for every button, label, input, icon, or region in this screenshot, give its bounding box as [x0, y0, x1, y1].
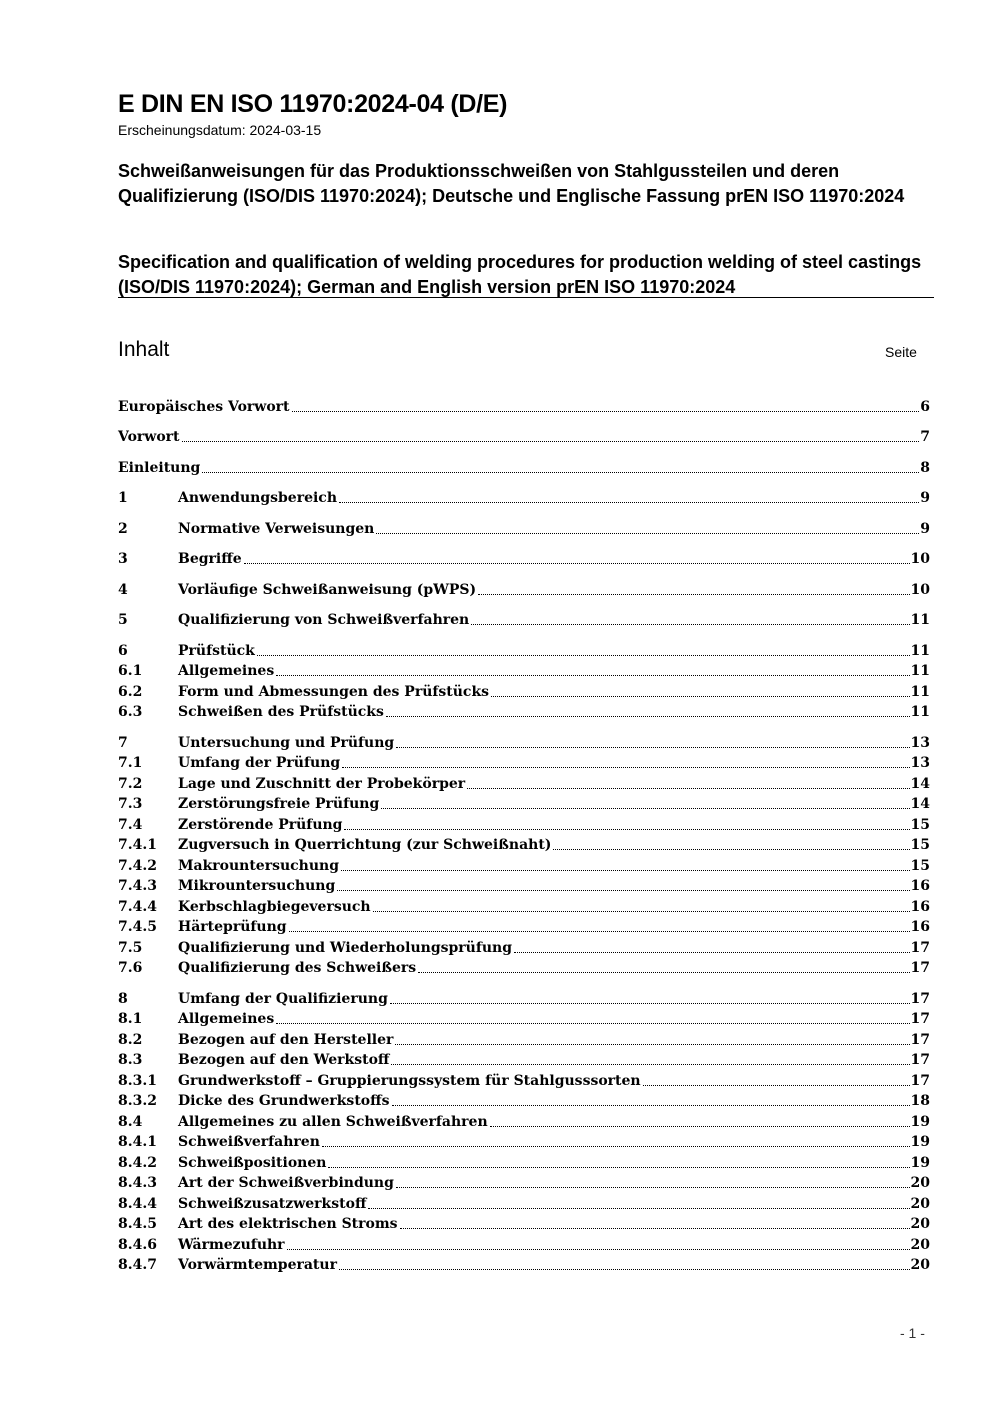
toc-entry-number: 3: [118, 551, 128, 567]
toc-dot-leader: [396, 1187, 910, 1188]
toc-entry-page: 20: [910, 1257, 930, 1273]
toc-entry[interactable]: [118, 812, 930, 834]
toc-entry[interactable]: [118, 750, 930, 772]
toc-entry-title: Einleitung: [118, 460, 201, 476]
toc-entry-page: 16: [910, 878, 930, 894]
toc-dot-leader: [257, 655, 910, 656]
page-number: - 1 -: [900, 1325, 925, 1341]
toc-entry-page: 20: [910, 1237, 930, 1253]
toc-dot-leader: [276, 675, 909, 676]
toc-entry-title: Zerstörungsfreie Prüfung: [178, 796, 380, 812]
toc-entry[interactable]: [118, 607, 930, 629]
toc-entry[interactable]: [118, 1109, 930, 1131]
toc-entry-number: 8.3: [118, 1052, 143, 1068]
toc-entry-title: Bezogen auf den Werkstoff: [178, 1052, 390, 1068]
toc-entry[interactable]: [118, 1211, 930, 1233]
toc-dot-leader: [292, 411, 920, 412]
toc-entry-page: 19: [910, 1114, 930, 1130]
toc-entry[interactable]: [118, 1170, 930, 1192]
toc-entry-page: 17: [910, 1073, 930, 1089]
toc-dot-leader: [376, 533, 919, 534]
toc-entry-page: 17: [910, 991, 930, 1007]
toc-entry[interactable]: [118, 1191, 930, 1213]
toc-entry-title: Kerbschlagbiegeversuch: [178, 899, 371, 915]
toc-entry[interactable]: [118, 832, 930, 854]
toc-entry-page: 9: [920, 490, 930, 506]
toc-entry-number: 7.4.2: [118, 858, 157, 874]
toc-entry-number: 7.4.3: [118, 878, 157, 894]
toc-dot-leader: [467, 788, 909, 789]
toc-entry[interactable]: [118, 394, 930, 416]
toc-entry-number: 8.4.1: [118, 1134, 157, 1150]
toc-entry[interactable]: [118, 1232, 930, 1254]
toc-entry-page: 10: [910, 551, 930, 567]
toc-entry-page: 16: [910, 899, 930, 915]
toc-dot-leader: [339, 502, 919, 503]
toc-entry-page: 14: [910, 776, 930, 792]
toc-entry-title: Anwendungsbereich: [178, 490, 337, 506]
toc-entry-number: 8.4.3: [118, 1175, 157, 1191]
toc-entry[interactable]: [118, 873, 930, 895]
toc-entry[interactable]: [118, 638, 930, 660]
toc-entry[interactable]: [118, 1006, 930, 1028]
toc-entry[interactable]: [118, 935, 930, 957]
toc-entry-title: Europäisches Vorwort: [118, 399, 290, 415]
title-underline-divider: [118, 297, 934, 298]
toc-dot-leader: [491, 696, 909, 697]
toc-entry-number: 8.4.2: [118, 1155, 157, 1171]
toc-entry-number: 8.4.5: [118, 1216, 157, 1232]
toc-entry[interactable]: [118, 1047, 930, 1069]
toc-entry-number: 8.4: [118, 1114, 143, 1130]
toc-dot-leader: [400, 1228, 910, 1229]
toc-entry-number: 7.4.4: [118, 899, 157, 915]
toc-entry-page: 19: [910, 1155, 930, 1171]
toc-entry-number: 7.3: [118, 796, 143, 812]
toc-entry-number: 8.3.2: [118, 1093, 157, 1109]
toc-entry-title: Härteprüfung: [178, 919, 287, 935]
toc-entry-page: 19: [910, 1134, 930, 1150]
toc-entry-number: 7.4: [118, 817, 143, 833]
toc-entry[interactable]: [118, 1027, 930, 1049]
toc-entry[interactable]: [118, 791, 930, 813]
toc-entry-page: 11: [910, 684, 930, 700]
toc-entry-page: 8: [920, 460, 930, 476]
toc-entry-number: 7.5: [118, 940, 143, 956]
toc-entry-number: 7.4.1: [118, 837, 157, 853]
toc-dot-leader: [396, 747, 909, 748]
toc-entry-page: 20: [910, 1216, 930, 1232]
title-german: Schweißanweisungen für das Produktionsschweißen von Stahlgussteilen und deren Qualifizierung (ISO/DIS 11970:2024); Deutsche und Englische Fassung prEN ISO 11970:2024: [118, 161, 905, 206]
toc-entry-title: Vorläufige Schweißanweisung (pWPS): [178, 582, 477, 598]
toc-entry-page: 13: [910, 735, 930, 751]
toc-entry-title: Lage und Zuschnitt der Probekörper: [178, 776, 466, 792]
toc-entry[interactable]: [118, 1150, 930, 1172]
toc-entry-title: Begriffe: [178, 551, 242, 567]
toc-entry[interactable]: [118, 771, 930, 793]
toc-dot-leader: [381, 808, 909, 809]
toc-heading: Inhalt: [118, 338, 170, 361]
toc-dot-leader: [337, 890, 909, 891]
toc-entry-number: 8.4.7: [118, 1257, 157, 1273]
toc-entry-title: Makrountersuchung: [178, 858, 339, 874]
title-english: Specification and qualification of welding procedures for production welding of steel castings (ISO/DIS 11970:2024); German and English version prEN ISO 11970:2024: [118, 252, 922, 297]
toc-entry-title: Schweißverfahren: [178, 1134, 320, 1150]
toc-entry-page: 11: [910, 704, 930, 720]
toc-entry[interactable]: [118, 986, 930, 1008]
toc-dot-leader: [244, 563, 910, 564]
toc-entry-title: Mikrountersuchung: [178, 878, 336, 894]
toc-entry[interactable]: [118, 455, 930, 477]
toc-entry[interactable]: [118, 546, 930, 568]
toc-entry-number: 7.6: [118, 960, 143, 976]
toc-entry-page: 7: [920, 429, 930, 445]
toc-dot-leader: [643, 1085, 910, 1086]
toc-entry-title: Umfang der Prüfung: [178, 755, 341, 771]
toc-dot-leader: [342, 767, 909, 768]
toc-dot-leader: [490, 1126, 910, 1127]
toc-entry-number: 8.3.1: [118, 1073, 157, 1089]
toc-entry-page: 15: [910, 858, 930, 874]
toc-entry-number: 7: [118, 735, 128, 751]
toc-entry-page: 17: [910, 1052, 930, 1068]
toc-entry-number: 8: [118, 991, 128, 1007]
toc-entry-title: Schweißzusatzwerkstoff: [178, 1196, 367, 1212]
toc-dot-leader: [341, 870, 910, 871]
toc-entry-page: 11: [910, 643, 930, 659]
toc-entry[interactable]: [118, 914, 930, 936]
toc-entry[interactable]: [118, 894, 930, 916]
toc-entry[interactable]: [118, 1129, 930, 1151]
toc-dot-leader: [328, 1167, 909, 1168]
toc-dot-leader: [386, 716, 910, 717]
page-column-label: Seite: [885, 344, 917, 360]
toc-entry-number: 7.1: [118, 755, 143, 771]
toc-entry-title: Vorwort: [118, 429, 180, 445]
toc-entry-page: 15: [910, 837, 930, 853]
toc-dot-leader: [553, 849, 909, 850]
toc-dot-leader: [392, 1105, 910, 1106]
toc-entry-title: Form und Abmessungen des Prüfstücks: [178, 684, 490, 700]
toc-entry-number: 6.2: [118, 684, 143, 700]
toc-entry[interactable]: [118, 853, 930, 875]
publication-date: Erscheinungsdatum: 2024-03-15: [118, 122, 322, 138]
toc-entry-title: Prüfstück: [178, 643, 255, 659]
toc-entry-page: 6: [920, 399, 930, 415]
toc-entry-page: 20: [910, 1196, 930, 1212]
toc-entry-title: Allgemeines: [178, 1011, 275, 1027]
toc-entry-page: 16: [910, 919, 930, 935]
toc-entry-number: 8.1: [118, 1011, 143, 1027]
toc-entry-page: 17: [910, 960, 930, 976]
toc-entry[interactable]: [118, 485, 930, 507]
toc-entry-number: 4: [118, 582, 128, 598]
toc-entry-title: Schweißen des Prüfstücks: [178, 704, 384, 720]
toc-dot-leader: [287, 1249, 910, 1250]
toc-dot-leader: [390, 1003, 910, 1004]
toc-entry-number: 8.4.6: [118, 1237, 157, 1253]
toc-entry-title: Normative Verweisungen: [178, 521, 375, 537]
toc-entry[interactable]: [118, 516, 930, 538]
toc-entry-number: 6: [118, 643, 128, 659]
toc-dot-leader: [182, 441, 920, 442]
toc-entry-number: 8.4.4: [118, 1196, 157, 1212]
toc-dot-leader: [478, 594, 909, 595]
toc-dot-leader: [514, 952, 910, 953]
toc-entry-number: 5: [118, 612, 128, 628]
toc-entry-title: Zerstörende Prüfung: [178, 817, 343, 833]
toc-entry-page: 10: [910, 582, 930, 598]
toc-entry-title: Allgemeines zu allen Schweißverfahren: [178, 1114, 488, 1130]
toc-dot-leader: [322, 1146, 910, 1147]
toc-entry-title: Vorwärmtemperatur: [178, 1257, 337, 1273]
toc-entry[interactable]: [118, 577, 930, 599]
toc-dot-leader: [418, 972, 909, 973]
toc-entry-title: Art der Schweißverbindung: [178, 1175, 394, 1191]
toc-entry-title: Zugversuch in Querrichtung (zur Schweißnaht): [178, 837, 552, 853]
toc-dot-leader: [202, 472, 919, 473]
toc-dot-leader: [289, 931, 910, 932]
toc-dot-leader: [471, 624, 909, 625]
toc-entry-page: 18: [910, 1093, 930, 1109]
toc-dot-leader: [391, 1064, 909, 1065]
toc-entry-page: 17: [910, 1011, 930, 1027]
toc-dot-leader: [276, 1023, 909, 1024]
toc-entry-page: 17: [910, 940, 930, 956]
toc-entry-page: 15: [910, 817, 930, 833]
toc-entry[interactable]: [118, 679, 930, 701]
toc-entry[interactable]: [118, 424, 930, 446]
document-id: E DIN EN ISO 11970:2024-04 (D/E): [118, 90, 508, 118]
toc-entry-title: Bezogen auf den Hersteller: [178, 1032, 394, 1048]
toc-dot-leader: [368, 1208, 909, 1209]
toc-entry-number: 2: [118, 521, 128, 537]
toc-entry-title: Allgemeines: [178, 663, 275, 679]
toc-dot-leader: [395, 1044, 909, 1045]
toc-dot-leader: [344, 829, 909, 830]
toc-entry-title: Wärmezufuhr: [178, 1237, 285, 1253]
toc-entry-title: Dicke des Grundwerkstoffs: [178, 1093, 390, 1109]
toc-entry-title: Grundwerkstoff – Gruppierungssystem für Stahlgusssorten: [178, 1073, 641, 1089]
toc-entry-title: Untersuchung und Prüfung: [178, 735, 395, 751]
toc-entry-page: 11: [910, 612, 930, 628]
toc-entry-title: Schweißpositionen: [178, 1155, 327, 1171]
toc-entry-page: 17: [910, 1032, 930, 1048]
toc-entry[interactable]: [118, 1068, 930, 1090]
toc-entry-number: 6.3: [118, 704, 143, 720]
toc-entry-page: 11: [910, 663, 930, 679]
toc-entry-title: Qualifizierung des Schweißers: [178, 960, 417, 976]
toc-entry-page: 13: [910, 755, 930, 771]
toc-entry[interactable]: [118, 658, 930, 680]
toc-entry-number: 7.4.5: [118, 919, 157, 935]
toc-entry[interactable]: [118, 699, 930, 721]
toc-entry-title: Art des elektrischen Stroms: [178, 1216, 398, 1232]
toc-entry-page: 9: [920, 521, 930, 537]
toc-dot-leader: [339, 1269, 910, 1270]
toc-entry-page: 14: [910, 796, 930, 812]
toc-entry[interactable]: [118, 955, 930, 977]
toc-entry-number: 1: [118, 490, 128, 506]
toc-entry-title: Qualifizierung und Wiederholungsprüfung: [178, 940, 513, 956]
toc-entry-title: Umfang der Qualifizierung: [178, 991, 388, 1007]
toc-entry[interactable]: [118, 1252, 930, 1274]
toc-entry-page: 20: [910, 1175, 930, 1191]
toc-entry-number: 8.2: [118, 1032, 143, 1048]
toc-entry[interactable]: [118, 730, 930, 752]
toc-entry-number: 6.1: [118, 663, 143, 679]
toc-dot-leader: [373, 911, 910, 912]
toc-entry-number: 7.2: [118, 776, 143, 792]
toc-entry-title: Qualifizierung von Schweißverfahren: [178, 612, 470, 628]
toc-entry[interactable]: [118, 1088, 930, 1110]
